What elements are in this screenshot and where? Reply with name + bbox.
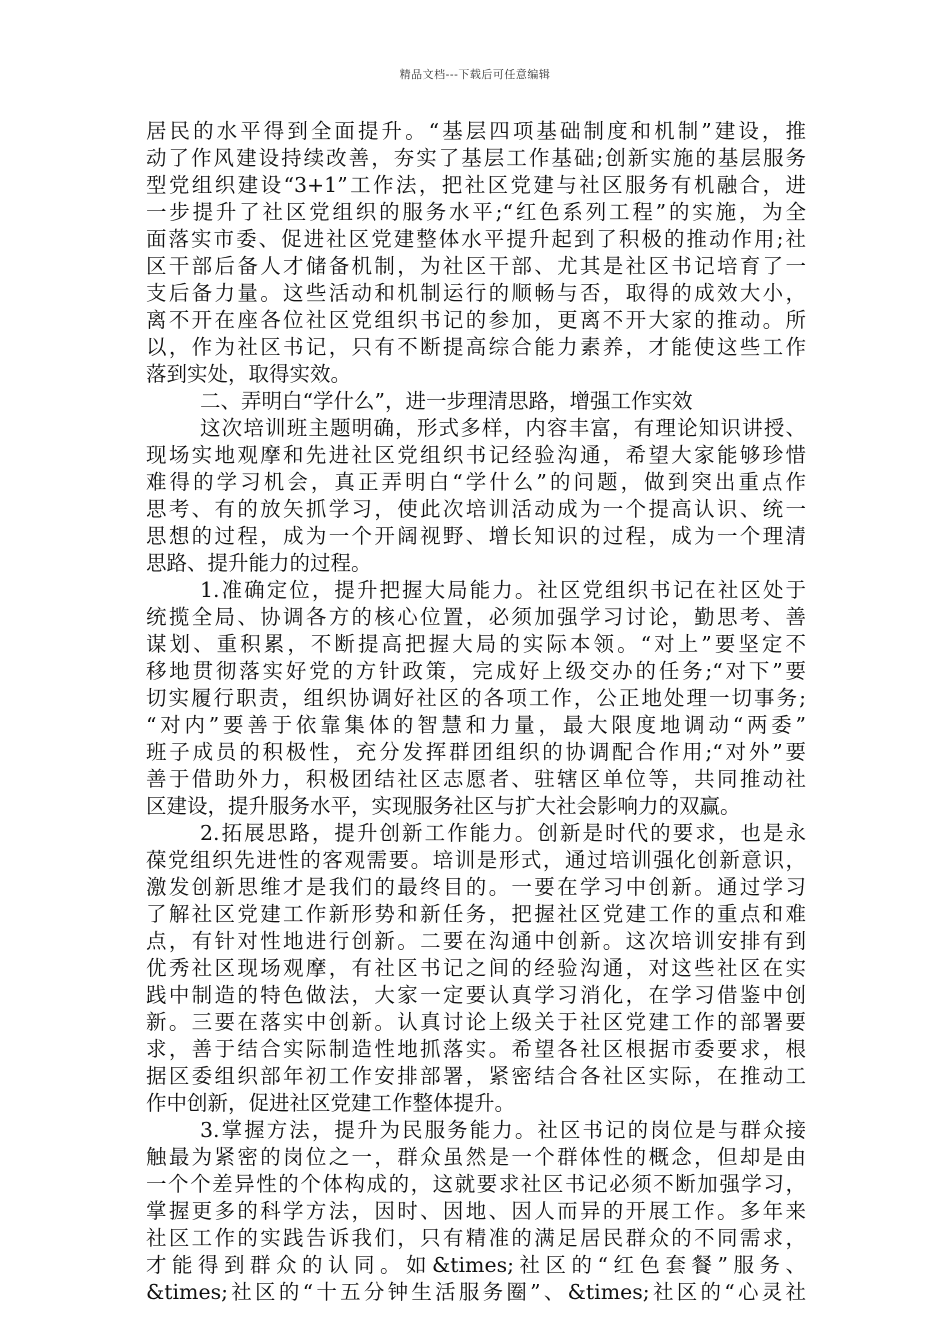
- text-line: 社区工作的实践告诉我们，只有精准的满足居民群众的不同需求，: [146, 1226, 806, 1250]
- text-line: 一个个差异性的个体构成的，这就要求社区书记必须不断加强学习，: [146, 1172, 806, 1196]
- text-line: 这次培训班主题明确，形式多样，内容丰富，有理论知识讲授、: [200, 416, 806, 440]
- text-line: 落到实处，取得实效。: [146, 362, 351, 386]
- text-line: 掌握更多的科学方法，因时、因地、因人而异的开展工作。多年来: [146, 1199, 806, 1223]
- page-header: 精品文档---下载后可任意编辑: [399, 68, 551, 81]
- text-line: 现场实地观摩和先进社区党组织书记经验沟通，希望大家能够珍惜: [146, 443, 806, 467]
- text-line: 移地贯彻落实好党的方针政策，完成好上级交办的任务;“对下”要: [146, 659, 806, 683]
- text-line: 葆党组织先进性的客观需要。培训是形式，通过培训强化创新意识，: [146, 848, 806, 872]
- text-line: 点，有针对性地进行创新。二要在沟通中创新。这次培训安排有到: [146, 929, 806, 953]
- text-line: 切实履行职责，组织协调好社区的各项工作，公正地处理一切事务;: [146, 686, 806, 710]
- text-line: 一步提升了社区党组织的服务水平;“红色系列工程”的实施，为全: [146, 200, 806, 224]
- text-line: 新。三要在落实中创新。认真讨论上级关于社区党建工作的部署要: [146, 1010, 806, 1034]
- document-body: [146, 118, 806, 1306]
- text-line: 谋划、重积累，不断提高把握大局的实际本领。“对上”要坚定不: [146, 632, 806, 656]
- text-line: 以，作为社区书记，只有不断提高综合能力素养，才能使这些工作: [146, 335, 806, 359]
- text-line: 动了作风建设持续改善，夯实了基层工作基础;创新实施的基层服务: [146, 146, 806, 170]
- text-line: 1.准确定位，提升把握大局能力。社区党组织书记在社区处于: [200, 578, 806, 602]
- text-line: 区干部后备人才储备机制，为社区干部、尤其是社区书记培育了一: [146, 254, 806, 278]
- text-line: 求，善于结合实际制造性地抓落实。希望各社区根据市委要求，根: [146, 1037, 806, 1061]
- text-line: 思路、提升能力的过程。: [146, 551, 372, 575]
- text-line: 了解社区党建工作新形势和新任务，把握社区党建工作的重点和难: [146, 902, 806, 926]
- text-line: 触最为紧密的岗位之一，群众虽然是一个群体性的概念，但却是由: [146, 1145, 806, 1169]
- text-line: 型党组织建设“3+1”工作法，把社区党建与社区服务有机融合，进: [146, 173, 806, 197]
- text-line: 区建设，提升服务水平，实现服务社区与扩大社会影响力的双赢。: [146, 794, 741, 818]
- text-line: 统揽全局、协调各方的核心位置，必须加强学习讨论，勤思考、善: [146, 605, 806, 629]
- text-line: 面落实市委、促进社区党建整体水平提升起到了积极的推动作用;社: [146, 227, 806, 251]
- text-line: 思想的过程，成为一个开阔视野、增长知识的过程，成为一个理清: [146, 524, 806, 548]
- text-line: “对内”要善于依靠集体的智慧和力量，最大限度地调动“两委”: [146, 713, 806, 737]
- text-line: 据区委组织部年初工作安排部署，紧密结合各社区实际，在推动工: [146, 1064, 806, 1088]
- text-line: 思考、有的放矢抓学习，使此次培训活动成为一个提高认识、统一: [146, 497, 806, 521]
- text-line: 践中制造的特色做法，大家一定要认真学习消化，在学习借鉴中创: [146, 983, 806, 1007]
- text-line: 难得的学习机会，真正弄明白“学什么”的问题，做到突出重点作: [146, 470, 806, 494]
- text-line: 2.拓展思路，提升创新工作能力。创新是时代的要求，也是永: [200, 821, 806, 845]
- text-line: 优秀社区现场观摩，有社区书记之间的经验沟通，对这些社区在实: [146, 956, 806, 980]
- text-line: 才能得到群众的认同。如&times;社区的“红色套餐”服务、: [146, 1253, 806, 1277]
- text-line: 居民的水平得到全面提升。“基层四项基础制度和机制”建设，推: [146, 119, 806, 143]
- text-line: 作中创新，促进社区党建工作整体提升。: [146, 1091, 515, 1115]
- text-line: 离不开在座各位社区党组织书记的参加，更离不开大家的推动。所: [146, 308, 806, 332]
- text-line: 激发创新思维才是我们的最终目的。一要在学习中创新。通过学习: [146, 875, 806, 899]
- section-heading: 二、弄明白“学什么”，进一步理清思路，增强工作实效: [200, 389, 693, 413]
- text-line: &times;社区的“十五分钟生活服务圈”、&times;社区的“心灵社: [146, 1280, 806, 1304]
- text-line: 支后备力量。这些活动和机制运行的顺畅与否，取得的成效大小，: [146, 281, 806, 305]
- text-line: 班子成员的积极性，充分发挥群团组织的协调配合作用;“对外”要: [146, 740, 806, 764]
- text-line: 善于借助外力，积极团结社区志愿者、驻辖区单位等，共同推动社: [146, 767, 806, 791]
- text-line: 3.掌握方法，提升为民服务能力。社区书记的岗位是与群众接: [200, 1118, 806, 1142]
